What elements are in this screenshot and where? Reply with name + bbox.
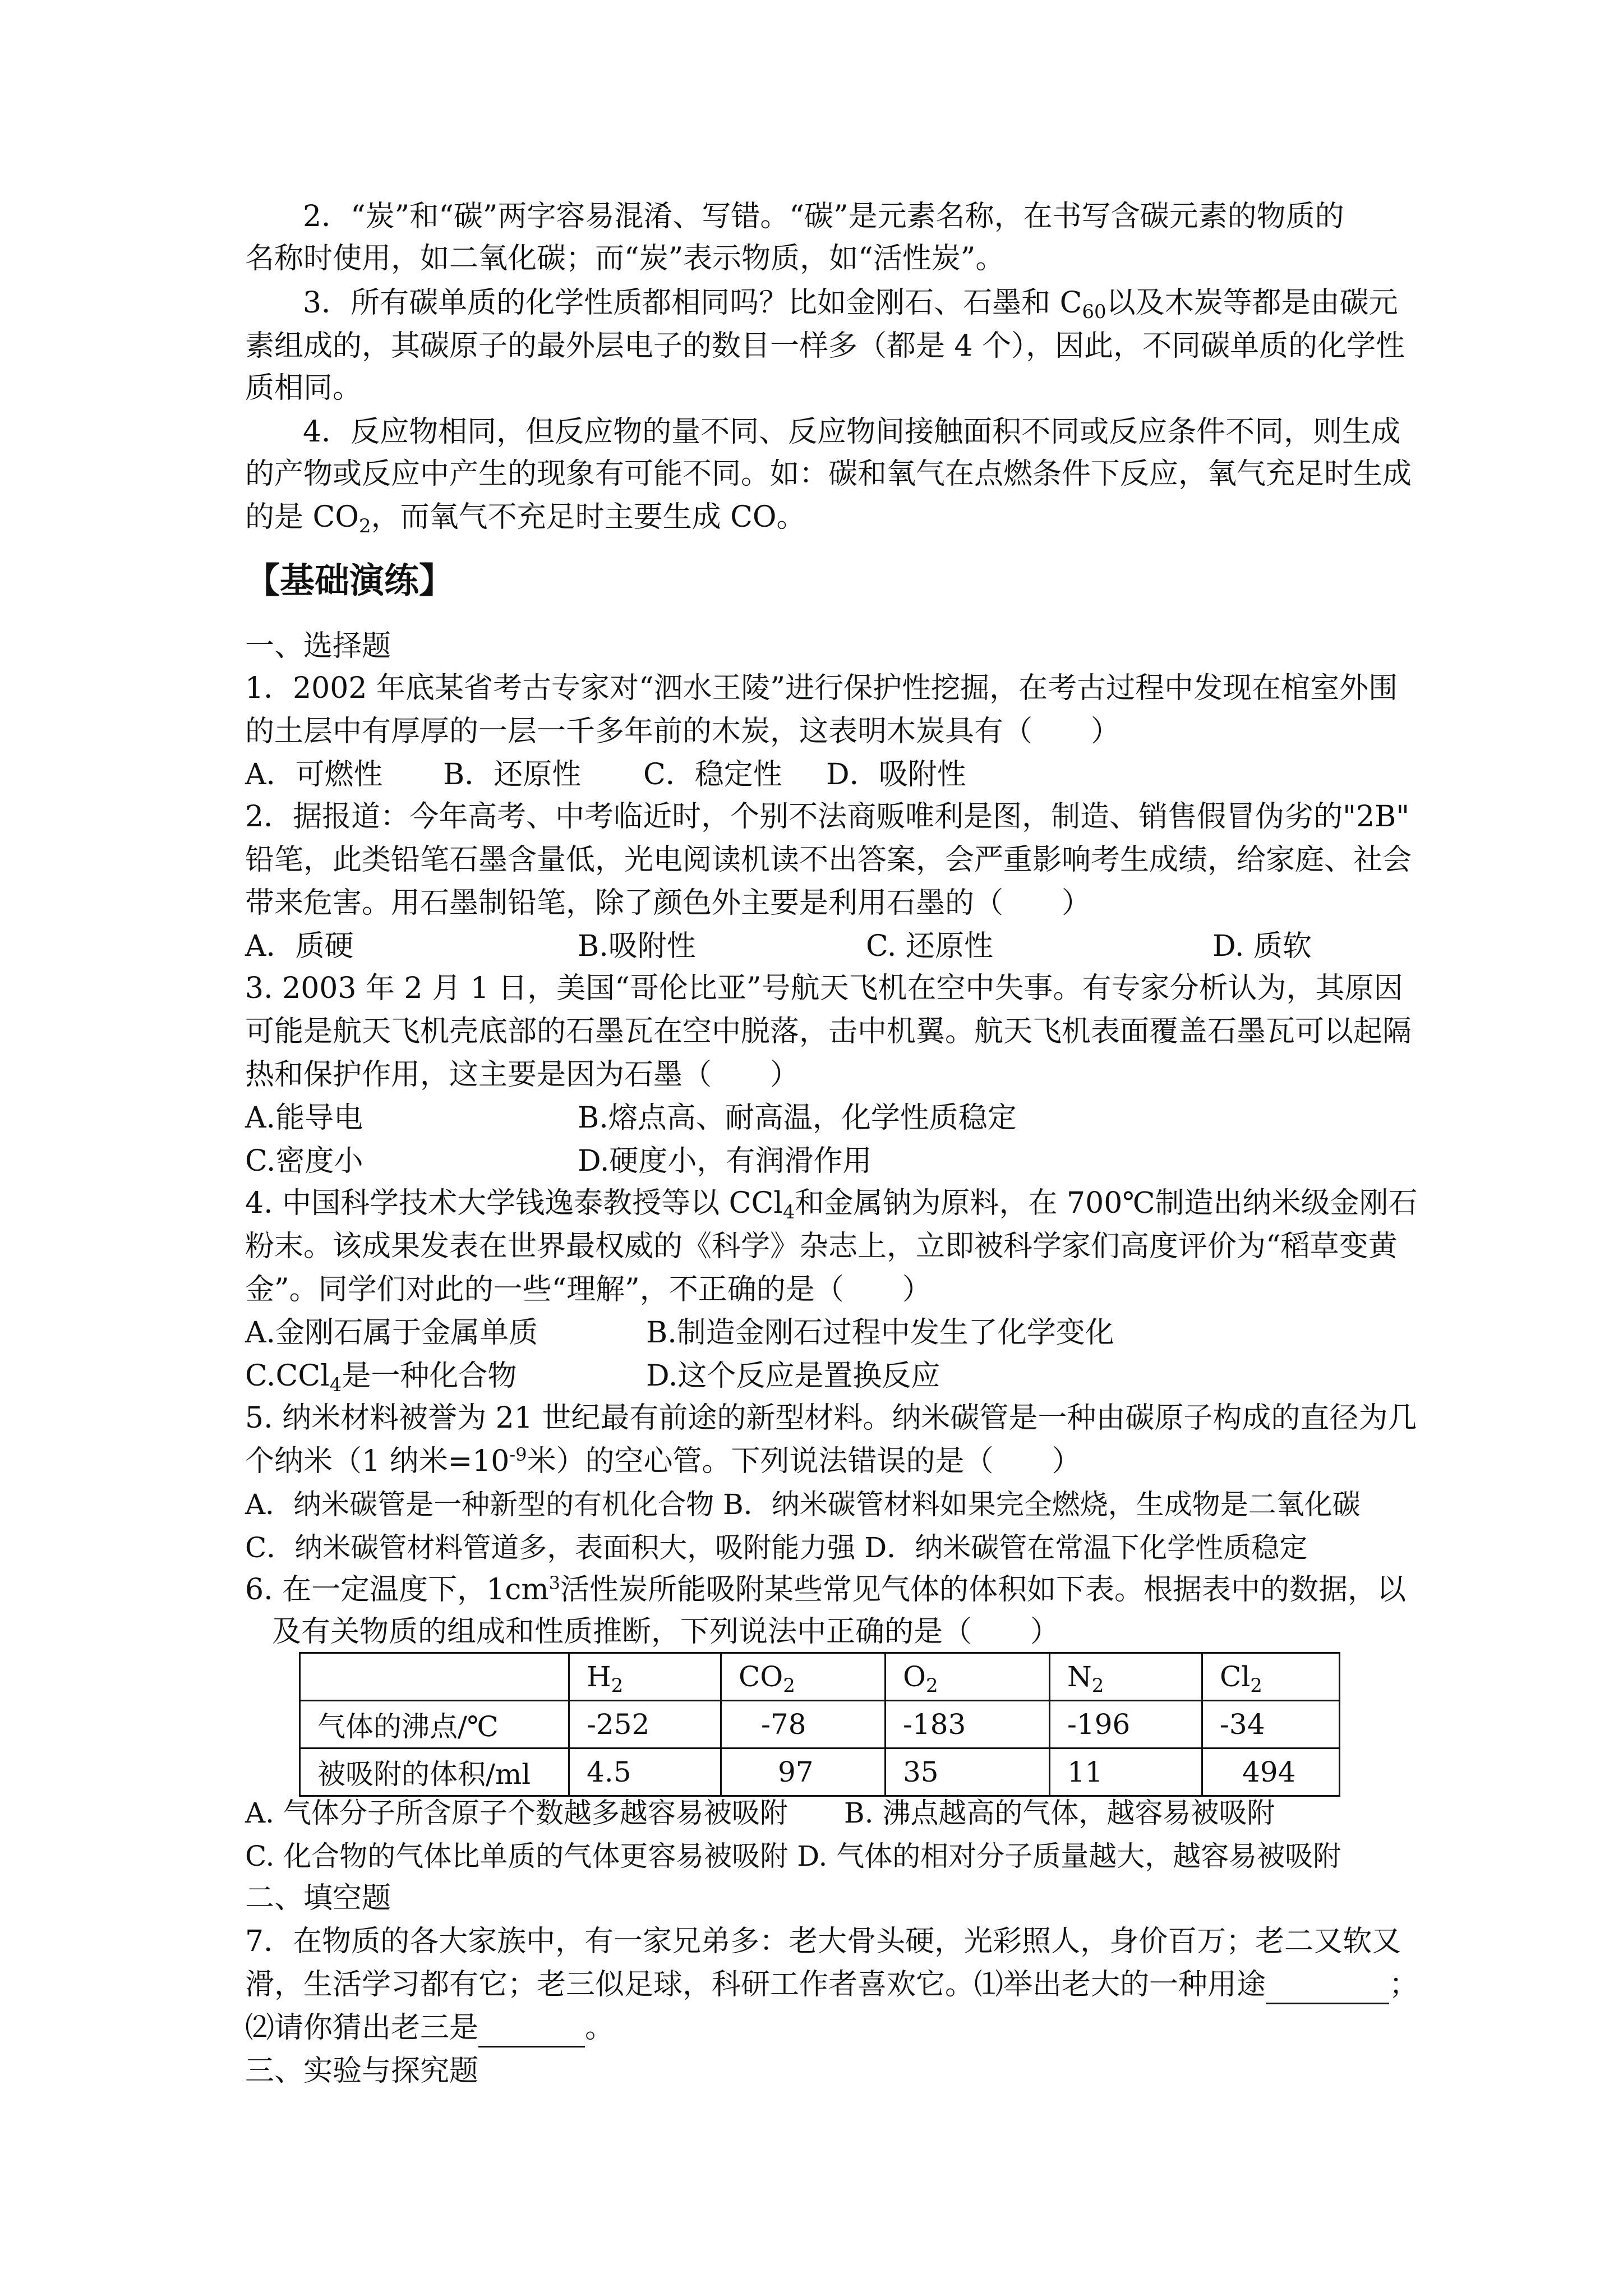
note-3-line-2: 素组成的，其碳原子的最外层电子的数目一样多（都是 4 个），因此，不同碳单质的化学性 — [245, 329, 1405, 363]
q6-line-2: 及有关物质的组成和性质推断，下列说法中正确的是（ ） — [272, 1615, 1060, 1649]
table-cell: 4.5 — [569, 1749, 721, 1796]
table-header-cell: $H_2$ — [569, 1653, 721, 1701]
q1-option-d: D．吸附性 — [826, 758, 966, 792]
section-3-title: 三、实验与探究题 — [245, 2054, 479, 2088]
q5-options-cd: C．纳米碳管材料管道多，表面积大，吸附能力强 D．纳米碳管在常温下化学性质稳定 — [245, 1531, 1308, 1564]
table-cell: 97 — [721, 1749, 886, 1796]
q6-options-cd: C. 化合物的气体比单质的气体更容易被吸附 D. 气体的相对分子质量越大，越容易被吸附 — [245, 1840, 1341, 1872]
q4-option-d: D.这个反应是置换反应 — [646, 1359, 940, 1393]
table-header-cell: $Cl_2$ — [1202, 1653, 1340, 1701]
q3-option-d: D.硬度小，有润滑作用 — [578, 1144, 872, 1178]
table-row — [300, 1749, 1340, 1796]
table-header-cell: $CO_2$ — [721, 1653, 886, 1701]
note-2-line-2: 名称时使用，如二氧化碳；而“炭”表示物质，如“活性炭”。 — [245, 242, 1005, 275]
note-4-line-1: 4．反应物相同，但反应物的量不同、反应物间接触面积不同或反应条件不同，则生成 — [303, 415, 1401, 449]
q2-option-d: D. 质软 — [1212, 930, 1312, 963]
note-3-line-3: 质相同。 — [245, 371, 362, 405]
table-cell: 11 — [1050, 1749, 1202, 1796]
note-3-line-1: 3．所有碳单质的化学性质都相同吗？比如金刚石、石墨和 $C_{60}$以及木炭等都是由碳元 — [303, 286, 1398, 323]
table-cell: 494 — [1202, 1749, 1340, 1796]
q2-option-c: C. 还原性 — [866, 930, 993, 963]
table-cell: 35 — [886, 1749, 1050, 1796]
q2-line-2: 铅笔，此类铅笔石墨含量低，光电阅读机读不出答案，会严重影响考生成绩，给家庭、社会 — [245, 843, 1412, 877]
q4-line-3: 金”。同学们对此的一些“理解”，不正确的是（ ） — [245, 1273, 932, 1306]
q3-line-2: 可能是航天飞机壳底部的石墨瓦在空中脱落，击中机翼。航天飞机表面覆盖石墨瓦可以起隔 — [245, 1015, 1412, 1048]
q4-option-a: A.金刚石属于金属单质 — [245, 1316, 538, 1350]
q4-option-b: B.制造金刚石过程中发生了化学变化 — [646, 1316, 1114, 1350]
q7-answer-blank-2[interactable] — [478, 2010, 585, 2047]
q1-option-a: A．可燃性 — [245, 758, 383, 792]
table-cell: -183 — [886, 1701, 1050, 1749]
q2-option-b: B.吸附性 — [578, 930, 696, 963]
q3-line-3: 热和保护作用，这主要是因为石墨（ ） — [245, 1058, 800, 1092]
q3-option-c: C.密度小 — [245, 1144, 363, 1178]
table-cell: -34 — [1202, 1701, 1340, 1749]
q2-option-a: A．质硬 — [245, 930, 354, 963]
table-row-label: 被吸附的体积/ml — [300, 1749, 569, 1796]
gas-adsorption-table — [299, 1652, 1340, 1797]
section-2-title: 二、填空题 — [245, 1881, 391, 1915]
section-1-title: 一、选择题 — [245, 629, 391, 663]
table-cell: -196 — [1050, 1701, 1202, 1749]
table-cell: -78 — [721, 1701, 886, 1749]
q1-option-c: C．稳定性 — [643, 758, 782, 792]
q3-option-a: A.能导电 — [245, 1101, 363, 1135]
q1-line-2: 的土层中有厚厚的一层一千多年前的木炭，这表明木炭具有（ ） — [245, 715, 1121, 748]
note-2-line-1: 2．“炭”和“碳”两字容易混淆、写错。“碳”是元素名称，在书写含碳元素的物质的 — [303, 200, 1344, 233]
q3-line-1: 3. 2003 年 2 月 1 日，美国“哥伦比亚”号航天飞机在空中失事。有专家分析认为，其原因 — [245, 972, 1403, 1005]
q2-line-3: 带来危害。用石墨制铅笔，除了颜色外主要是利用石墨的（ ） — [245, 886, 1091, 920]
q5-line-2: 个纳米（1 纳米$=10^{-9}$米）的空心管。下列说法错误的是（ ） — [245, 1444, 1081, 1478]
q4-line-2: 粉末。该成果发表在世界最权威的《科学》杂志上，立即被科学家们高度评价为“稻草变黄 — [245, 1230, 1398, 1263]
q4-line-1: 4. 中国科学技术大学钱逸泰教授等以 CCl$_4$和金属钠为原料，在 700℃制造出纳米级金刚石 — [245, 1186, 1418, 1223]
table-header-row — [300, 1653, 1340, 1701]
q7-line-1: 7．在物质的各大家族中，有一家兄弟多：老大骨头硬，光彩照人，身价百万；老二又软又 — [245, 1925, 1401, 1958]
table-row — [300, 1701, 1340, 1749]
note-4-line-3: 的是 $CO_2$，而氧气不充足时主要生成 CO。 — [245, 500, 806, 537]
q7-answer-blank-1[interactable] — [1266, 1967, 1389, 2004]
q2-line-1: 2．据报道：今年高考、中考临近时，个别不法商贩唯利是图，制造、销售假冒伪劣的"2B" — [245, 800, 1410, 834]
table-row-label: 气体的沸点/℃ — [300, 1701, 569, 1749]
table-header-cell: $O_2$ — [886, 1653, 1050, 1701]
section-heading: 【基础演练】 — [245, 560, 454, 601]
q4-option-c: C.CCl$_4$是一种化合物 — [245, 1359, 517, 1396]
q7-line-2: 滑，生活学习都有它；老三似足球，科研工作者喜欢它。⑴举出老大的一种用途 ； — [245, 1967, 1418, 2004]
q7-line-3: ⑵请你猜出老三是 。 — [245, 2010, 614, 2047]
q6-line-1: 6. 在一定温度下，$1cm^3$活性炭所能吸附某些常见气体的体积如下表。根据表中的数据，以 — [245, 1572, 1407, 1607]
q6-options-ab: A. 气体分子所含原子个数越多越容易被吸附 B. 沸点越高的气体，越容易被吸附 — [245, 1797, 1275, 1829]
table-header-cell: $N_2$ — [1050, 1653, 1202, 1701]
q3-option-b: B.熔点高、耐高温，化学性质稳定 — [578, 1101, 1017, 1135]
note-4-line-2: 的产物或反应中产生的现象有可能不同。如：碳和氧气在点燃条件下反应，氧气充足时生成 — [245, 457, 1412, 491]
q1-line-1: 1．2002 年底某省考古专家对“泗水王陵”进行保护性挖掘，在考古过程中发现在棺室外围 — [245, 671, 1398, 705]
table-cell: -252 — [569, 1701, 721, 1749]
table-corner-cell — [300, 1653, 569, 1701]
q1-option-b: B．还原性 — [443, 758, 582, 792]
q5-line-1: 5. 纳米材料被誉为 21 世纪最有前途的新型材料。纳米碳管是一种由碳原子构成的直径为几 — [245, 1401, 1417, 1435]
q5-options-ab: A．纳米碳管是一种新型的有机化合物 B．纳米碳管材料如果完全燃烧，生成物是二氧化碳 — [245, 1488, 1361, 1521]
